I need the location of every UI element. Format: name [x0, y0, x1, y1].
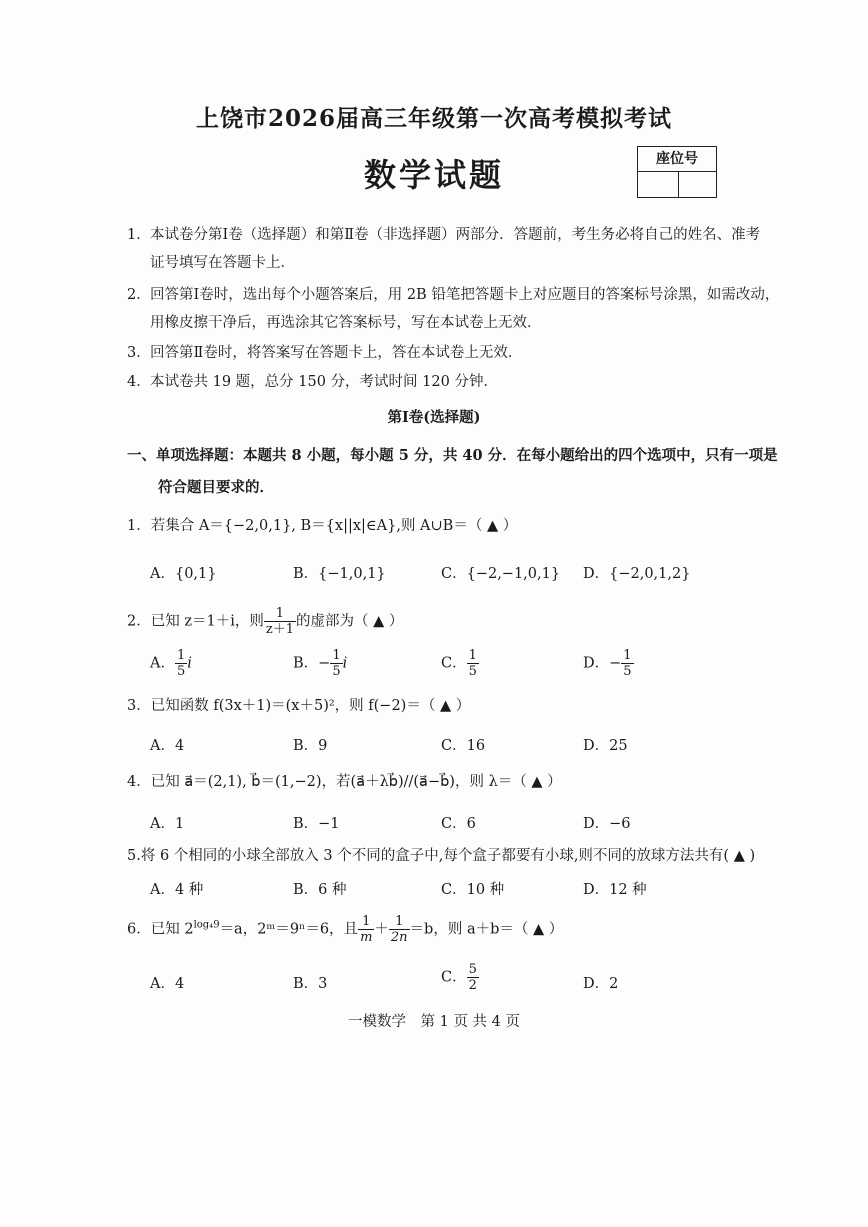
instruction-3-line1: 回答第Ⅱ卷时，将答案写在答题卡上，答在本试卷上无效．: [150, 345, 523, 361]
question-3-option-d: D．25: [583, 738, 628, 754]
frac-numerator: 1: [468, 648, 477, 663]
option-sign: −: [318, 655, 331, 672]
question-2-stem: [127, 606, 403, 637]
question-5-option-a: A．4 种: [150, 882, 204, 898]
exam-title: 上饶市2026届高三年级第一次高考模拟考试: [195, 105, 672, 132]
question-6-stem-post: ＝b，则 a＋b＝（ ▲ ）: [409, 921, 564, 938]
question-1-option-b: B．{−1,0,1}: [293, 566, 386, 582]
question-6-fraction-2: [389, 914, 410, 945]
frac-numerator: 1: [623, 648, 632, 663]
question-4-option-d: D．−6: [583, 816, 631, 832]
option-label: C．: [441, 969, 467, 986]
option-label: B．: [293, 655, 319, 672]
question-1-stem: 1．若集合 A＝{−2,0,1}, B＝{x||x|∈A},则 A∪B＝（ ▲ ）: [127, 518, 518, 534]
frac-numerator: 1: [176, 648, 186, 663]
question-1-option-c: C．{−2,−1,0,1}: [441, 566, 561, 582]
instruction-1-line2: 证号填写在答题卡上．: [150, 255, 295, 271]
instruction-1-line1: 本试卷分第Ⅰ卷（选择题）和第Ⅱ卷（非选择题）两部分．答题前，考生务必将自己的姓名、准考: [150, 227, 761, 243]
question-2-fraction: [264, 606, 296, 637]
question-4-option-b: B．−1: [293, 816, 340, 832]
option-label: A．: [150, 655, 175, 672]
option-fraction: [175, 648, 187, 679]
question-2-stem-post: 的虚部为（ ▲ ）: [295, 613, 404, 630]
part1-title: 第Ⅰ卷(选择题): [387, 409, 481, 426]
option-fraction: [621, 648, 633, 679]
question-6-stem: [127, 914, 563, 945]
question-5-option-c: C．10 种: [441, 882, 505, 898]
question-6-option-a: A．4: [150, 976, 185, 992]
question-3-option-b: B．9: [293, 738, 328, 754]
frac-denominator: 5: [623, 664, 632, 679]
section1-heading-line2: 符合题目要求的．: [158, 479, 274, 496]
frac-numerator: 5: [468, 962, 477, 977]
question-5-stem: 5.将 6 个相同的小球全部放入 3 个不同的盒子中,每个盒子都要有小球,则不同的放球方法共有( ▲ ): [127, 848, 756, 864]
option-label: C．: [441, 655, 467, 672]
question-2-option-d: [583, 648, 634, 679]
frac-numerator: 1: [389, 914, 410, 930]
frac-denominator: 5: [468, 664, 477, 679]
instruction-4-line1: 本试卷共 19 题，总分 150 分，考试时间 120 分钟．: [150, 374, 498, 390]
option-fraction: [330, 648, 342, 679]
option-suffix: i: [342, 655, 348, 672]
frac-numerator: 1: [358, 914, 374, 930]
option-suffix: i: [187, 655, 192, 672]
subject-title: 数学试题: [363, 156, 504, 194]
frac-denominator: 2: [468, 978, 477, 993]
question-6-fraction-1: [358, 914, 374, 945]
instruction-2-line2: 用橡皮擦干净后，再选涂其它答案标号，写在本试卷上无效．: [150, 315, 542, 331]
section1-heading-line1: 一、单项选择题：本题共 8 小题，每小题 5 分，共 40 分．在每小题给出的四个选项中，只有一项是: [127, 447, 778, 464]
question-2-option-c: [441, 648, 479, 679]
question-3-stem: 3．已知函数 f(3x＋1)＝(x＋5)²，则 f(−2)＝（ ▲ ）: [127, 698, 471, 714]
option-fraction: [467, 648, 479, 679]
question-5-option-d: D．12 种: [583, 882, 647, 898]
question-2-stem-pre: 2．已知 z＝1＋i，则: [127, 613, 264, 630]
question-2-frac-numerator: 1: [264, 606, 296, 622]
instruction-2-line1: 回答第Ⅰ卷时，选出每个小题答案后，用 2B 铅笔把答题卡上对应题目的答案标号涂黑，如需改动，: [150, 287, 780, 303]
question-6-option-c: [441, 962, 479, 993]
question-2-option-b: [293, 648, 347, 679]
question-5-option-b: B．6 种: [293, 882, 347, 898]
question-6-stem-pre: 6．已知 2: [127, 921, 194, 938]
option-fraction: [467, 962, 479, 993]
option-label: D．: [583, 655, 610, 672]
frac-denominator: m: [360, 930, 373, 945]
question-2-frac-denominator: z＋1: [265, 622, 294, 637]
seat-number-label: 座位号: [638, 147, 716, 172]
frac-numerator: 1: [332, 648, 341, 663]
question-6-plus: ＋: [374, 921, 389, 938]
question-4-stem: 4．已知 a⃗＝(2,1), b⃗＝(1,−2)，若(a⃗＋λb⃗)//(a⃗−b⃗)，则 λ＝（ ▲ ）: [127, 774, 562, 790]
question-1-option-a: A．{0,1}: [150, 566, 217, 582]
page-footer: 一模数学 第 1 页 共 4 页: [348, 1014, 520, 1030]
seat-box-divider: [678, 171, 679, 197]
frac-denominator: 5: [176, 664, 186, 679]
instruction-2-num: 2．: [127, 287, 151, 303]
question-6-stem-mid: ＝a，2ᵐ＝9ⁿ＝6，且: [219, 921, 359, 938]
question-6-exponent: log₄9: [193, 919, 220, 931]
frac-denominator: 2n: [390, 930, 408, 945]
question-6-option-d: D．2: [583, 976, 619, 992]
question-1-option-d: D．{−2,0,1,2}: [583, 566, 691, 582]
instruction-3-num: 3．: [127, 345, 151, 361]
question-3-option-c: C．16: [441, 738, 486, 754]
seat-number-box: [637, 146, 717, 198]
question-6-option-b: B．3: [293, 976, 328, 992]
option-sign: −: [609, 655, 622, 672]
frac-denominator: 5: [332, 664, 341, 679]
question-4-option-c: C．6: [441, 816, 476, 832]
question-4-option-a: A．1: [150, 816, 185, 832]
question-2-option-a: [150, 648, 192, 679]
instruction-1-num: 1．: [127, 227, 151, 243]
instruction-4-num: 4．: [127, 374, 151, 390]
question-3-option-a: A．4: [150, 738, 185, 754]
